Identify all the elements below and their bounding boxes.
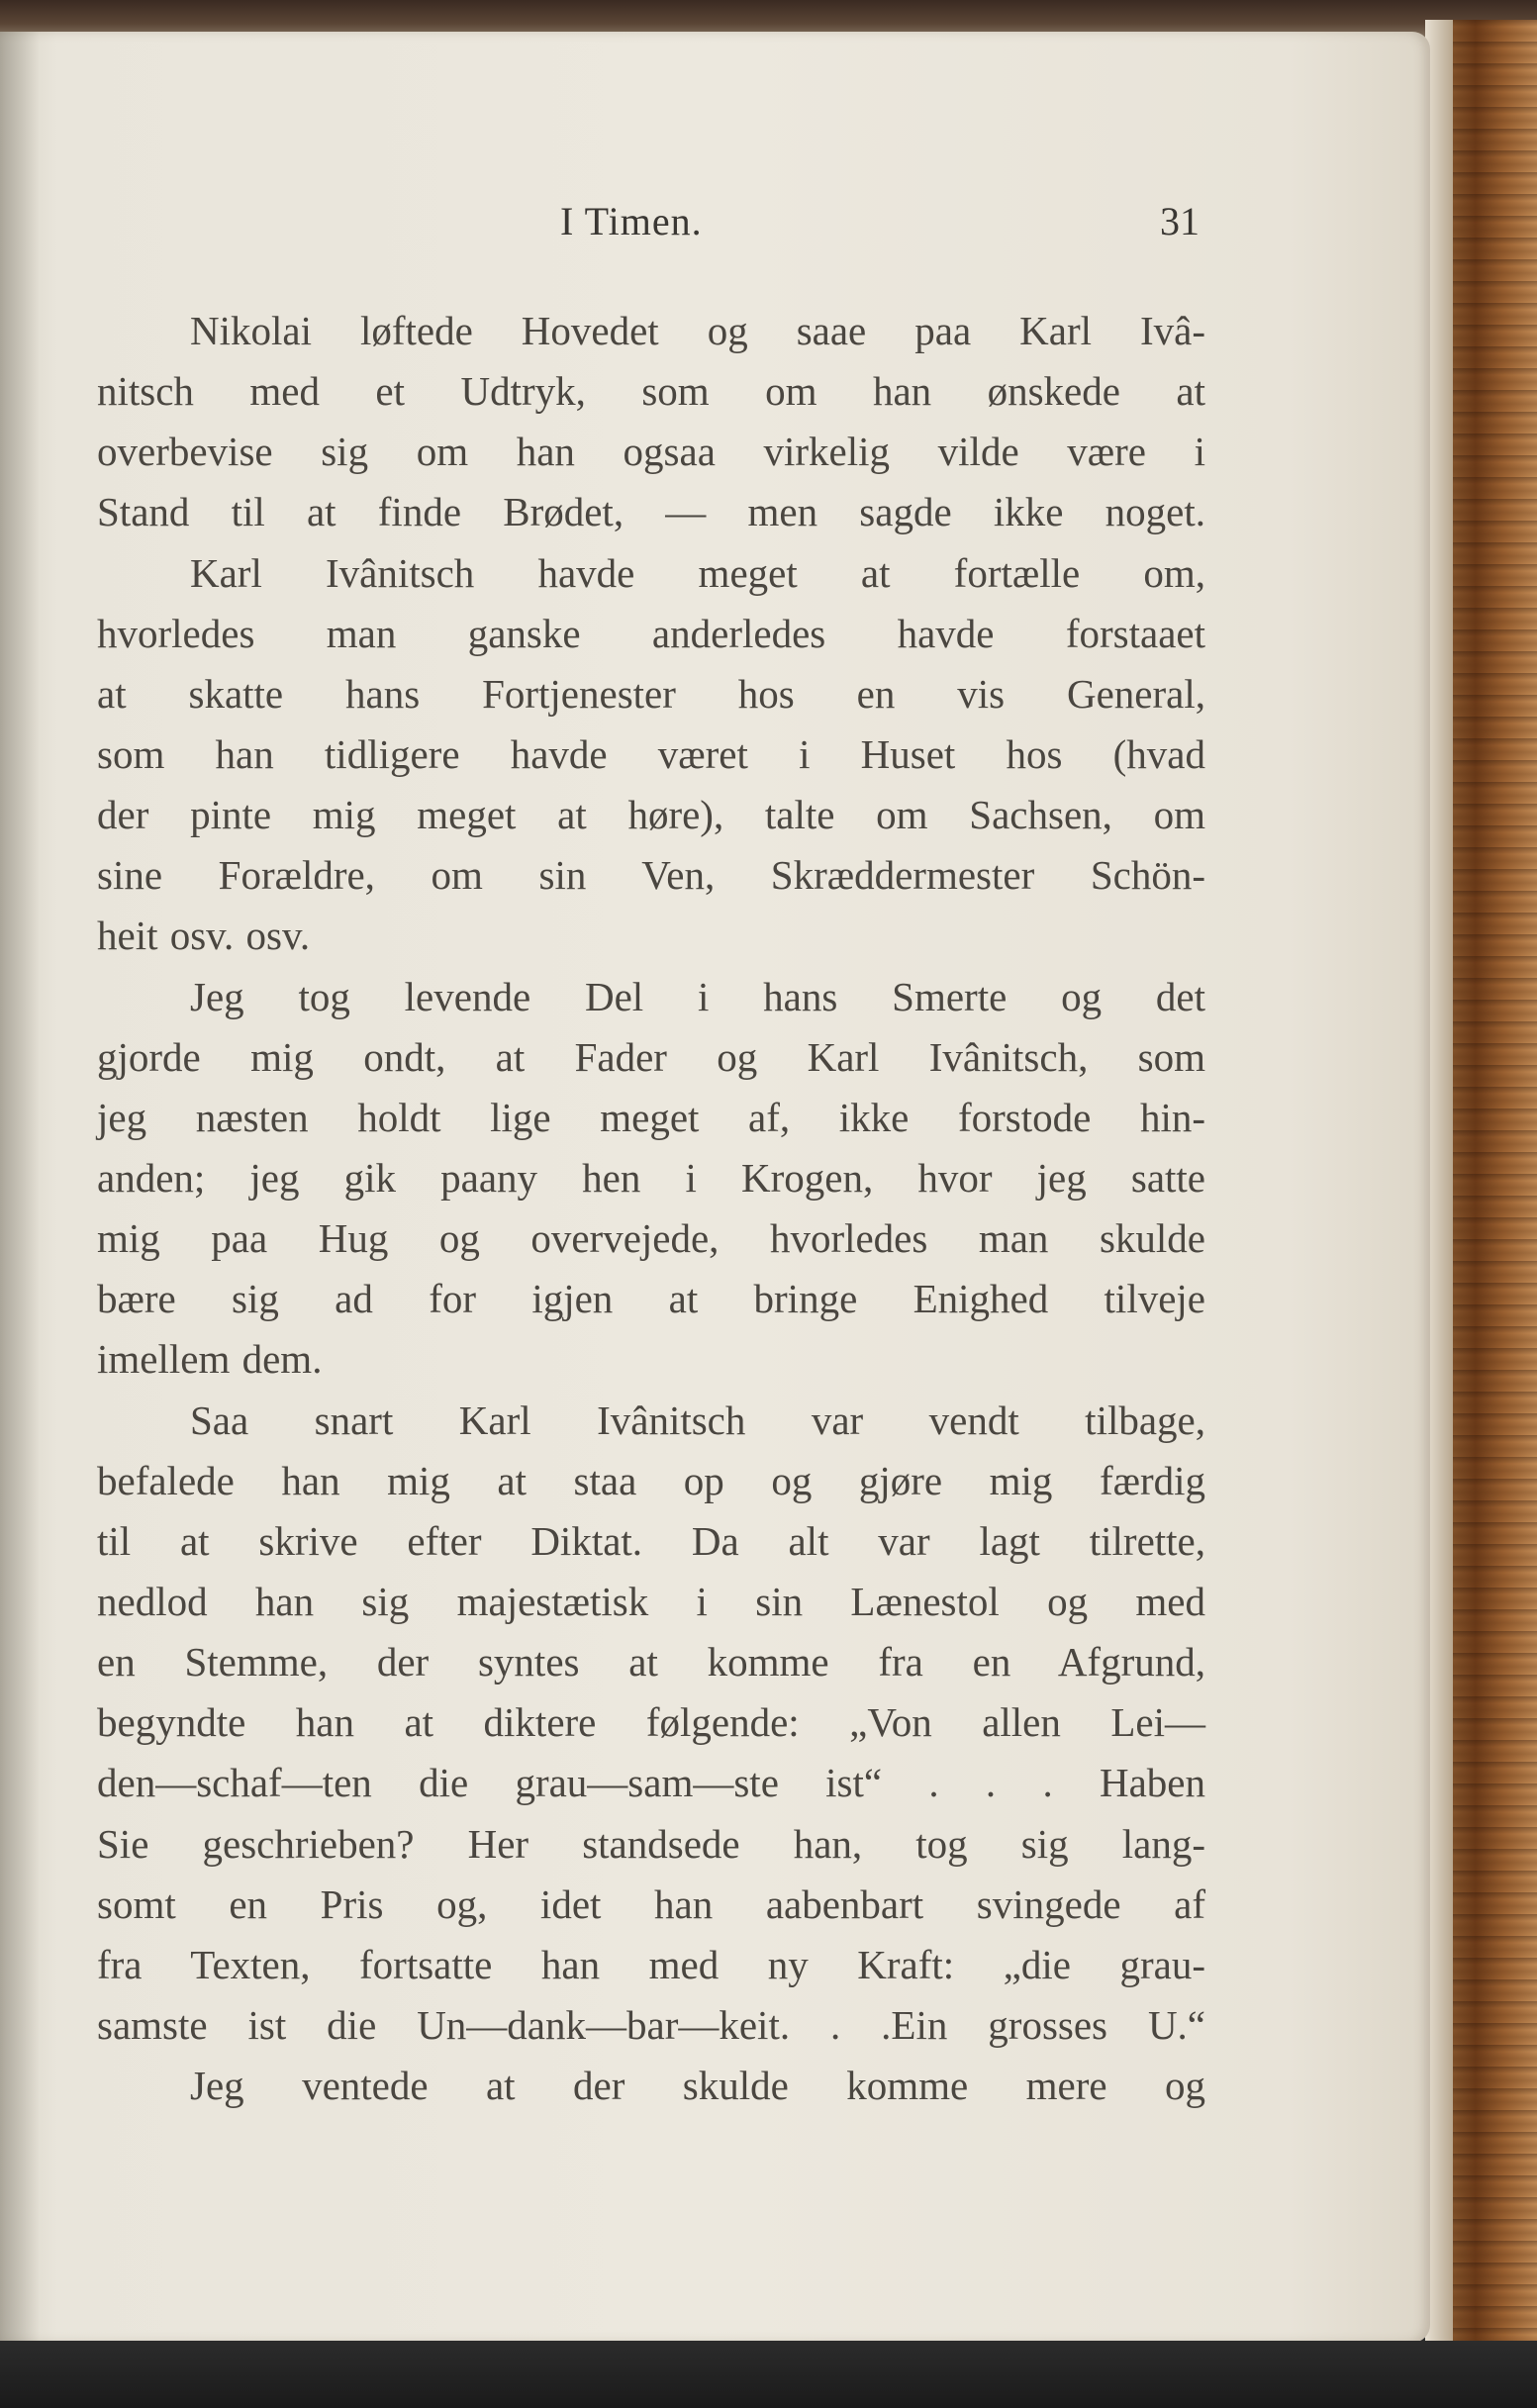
text-line: Sie geschrieben? Her standsede han, tog sig lang- [97,1820,1205,1867]
text-line: nitsch med et Udtryk, som om han ønskede at [97,368,1205,415]
text-line: bære sig ad for igjen at bringe Enighed tilveje [97,1276,1205,1322]
text-line: Saa snart Karl Ivânitsch var vendt tilbage, [190,1397,1205,1443]
text-line: mig paa Hug og overvejede, hvorledes man skulde [97,1215,1205,1262]
page-number: 31 [1160,199,1200,243]
scan-background-bottom [0,2341,1537,2408]
text-line: nedlod han sig majestætisk i sin Lænestol og med [97,1578,1205,1624]
text-line: Jeg ventede at der skulde komme mere og [190,2063,1205,2109]
text-line: imellem dem. [97,1336,323,1383]
text-line: overbevise sig om han ogsaa virkelig vilde være i [97,429,1205,475]
text-line: begyndte han at diktere følgende: „Von allen Lei— [97,1699,1205,1746]
gutter-shadow [0,32,40,2343]
text-line: jeg næsten holdt lige meget af, ikke forstode hin- [97,1094,1205,1140]
running-head: I Timen. [560,199,703,243]
page-header [0,198,1430,257]
text-line: Karl Ivânitsch havde meget at fortælle om, [190,549,1205,596]
text-line: der pinte mig meget at høre), talte om Sachsen, om [97,792,1205,838]
text-line: anden; jeg gik paany hen i Krogen, hvor jeg satte [97,1154,1205,1201]
text-line: til at skrive efter Diktat. Da alt var lagt tilrette, [97,1517,1205,1564]
text-line: den—schaf—ten die grau—sam—ste ist“ . . . Haben [97,1760,1205,1806]
text-line: en Stemme, der syntes at komme fra en Afgrund, [97,1639,1205,1686]
text-line: gjorde mig ondt, at Fader og Karl Ivânitsch, som [97,1033,1205,1080]
text-line: Jeg tog levende Del i hans Smerte og det [190,973,1205,1019]
body-text [97,301,1205,2116]
text-line: befalede han mig at staa op og gjøre mig færdig [97,1457,1205,1503]
text-line: fra Texten, fortsatte han med ny Kraft: „die grau- [97,1941,1205,1987]
text-line: Nikolai løftede Hovedet og saae paa Karl Ivâ- [190,308,1205,353]
text-line: sine Forældre, om sin Ven, Skræddermester Schön- [97,852,1205,899]
text-line: somt en Pris og, idet han aabenbart svingede af [97,1880,1205,1927]
text-line: Stand til at finde Brødet, — men sagde ikke noget. [97,489,1205,535]
text-line: at skatte hans Fortjenester hos en vis General, [97,670,1205,717]
text-line: heit osv. osv. [97,913,311,959]
book-page [0,32,1430,2343]
text-line: hvorledes man ganske anderledes havde forstaaet [97,610,1205,656]
text-line: samste ist die Un—dank—bar—keit. . .Ein grosses U.“ [97,2001,1205,2048]
text-line: som han tidligere havde været i Huset hos (hvad [97,730,1205,777]
